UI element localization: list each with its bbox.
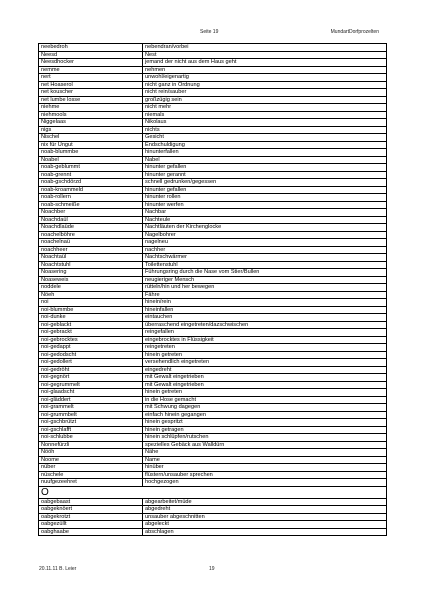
dialect-term: nert (39, 74, 143, 82)
term-meaning: hinunter gerannt (143, 171, 387, 179)
term-meaning: hinein getreten (143, 351, 387, 359)
term-meaning: Nachteule (143, 216, 387, 224)
dialect-term: net lumbe losse (39, 96, 143, 104)
table-row (39, 261, 387, 269)
table-row (39, 521, 387, 529)
dialect-term: nix für Ungut (39, 141, 143, 149)
table-row (39, 389, 387, 397)
term-meaning: nichts (143, 126, 387, 134)
document-title: MundartDorfprozelten (330, 29, 379, 35)
term-meaning: Nagelbohrer (143, 231, 387, 239)
term-meaning: neugieriger Mensch (143, 276, 387, 284)
table-row (39, 506, 387, 514)
term-meaning: Endschuldigung (143, 141, 387, 149)
term-meaning: nagelneu (143, 239, 387, 247)
table-row (39, 59, 387, 67)
table-row (39, 329, 387, 337)
term-meaning: Nachbar (143, 209, 387, 217)
table-row (39, 344, 387, 352)
dialect-term: Neesdhocker (39, 59, 143, 67)
table-row (39, 89, 387, 97)
dialect-term: noi-gläddert (39, 396, 143, 404)
table-row (39, 269, 387, 277)
dialect-term: Niggelaas (39, 119, 143, 127)
term-meaning: spezielles Gebäck aus Walldürn (143, 441, 387, 449)
term-meaning: abgedreht (143, 506, 387, 514)
dialect-term: Noachtstuhl (39, 261, 143, 269)
table-row (39, 104, 387, 112)
table-row (39, 299, 387, 307)
term-meaning: mit Gewalt eingetrieben (143, 374, 387, 382)
term-meaning: Fähre (143, 291, 387, 299)
term-meaning: Nikolaus (143, 119, 387, 127)
dialect-term: noab-rollern (39, 194, 143, 202)
table-row (39, 314, 387, 322)
table-row (39, 156, 387, 164)
term-meaning: hochgezogen (143, 479, 387, 487)
table-row (39, 164, 387, 172)
dialect-term: noi-gedröht (39, 366, 143, 374)
term-meaning: Nähe (143, 449, 387, 457)
dialect-term: oabghaabe (39, 528, 143, 536)
table-row (39, 434, 387, 442)
term-meaning: nicht mehr (143, 104, 387, 112)
term-meaning: versehendlich eingetreten (143, 359, 387, 367)
table-row (39, 456, 387, 464)
dialect-term: noi-geblackt (39, 321, 143, 329)
dialect-term: noi-gschlafft (39, 426, 143, 434)
table-row (39, 359, 387, 367)
table-row (39, 411, 387, 419)
table-row (39, 351, 387, 359)
table-row (39, 126, 387, 134)
dialect-term: neebedroh (39, 44, 143, 52)
table-row (39, 141, 387, 149)
term-meaning: abschlagen (143, 528, 387, 536)
table-row (39, 246, 387, 254)
table-row (39, 81, 387, 89)
term-meaning: flüstern/unsauber sprechen (143, 471, 387, 479)
dialect-term: Nöeh (39, 291, 143, 299)
dialect-term: Nischel (39, 134, 143, 142)
table-row (39, 528, 387, 536)
dialect-term: nüschele (39, 471, 143, 479)
table-row (39, 404, 387, 412)
term-meaning: unwohl/eigenartig (143, 74, 387, 82)
glossary-table (38, 43, 387, 536)
dialect-term: noachelnaü (39, 239, 143, 247)
term-meaning: hinunter gefallen (143, 164, 387, 172)
term-meaning: Nachtschwärmer (143, 254, 387, 262)
dialect-term: noab-schmeiße (39, 201, 143, 209)
table-row (39, 231, 387, 239)
table-row (39, 276, 387, 284)
table-row (39, 321, 387, 329)
dialect-term: noab-kroammeld (39, 186, 143, 194)
term-meaning: niemals (143, 111, 387, 119)
dialect-term: noi-gedollert (39, 359, 143, 367)
table-row (39, 96, 387, 104)
dialect-term: noi-grummbelt (39, 411, 143, 419)
term-meaning: mit Gewalt eingetrieben (143, 381, 387, 389)
table-row (39, 66, 387, 74)
table-row (39, 179, 387, 187)
dialect-term: Nööh (39, 449, 143, 457)
dialect-term: Noasering (39, 269, 143, 277)
dialect-term: noi-dunke (39, 314, 143, 322)
table-row (39, 74, 387, 82)
term-meaning: rütteln/hin und her bewegen (143, 284, 387, 292)
page-label: Seite 19 (200, 29, 219, 35)
table-row (39, 44, 387, 52)
table-row (39, 426, 387, 434)
table-row (39, 119, 387, 127)
dialect-term: noi-gebrocktes (39, 336, 143, 344)
table-row (39, 216, 387, 224)
dialect-term: noi-grammelt (39, 404, 143, 412)
table-row (39, 306, 387, 314)
dialect-term: noi-gegrummelt (39, 381, 143, 389)
dialect-term: noab-grennt (39, 171, 143, 179)
term-meaning: unsauber abgeschnitten (143, 513, 387, 521)
dialect-term: noi-gebrackt (39, 329, 143, 337)
term-meaning: überraschend eingetreten/dazschwischen (143, 321, 387, 329)
dialect-term: noachheer (39, 246, 143, 254)
term-meaning: eingedreht (143, 366, 387, 374)
term-meaning: hineinfallen (143, 306, 387, 314)
table-row (39, 149, 387, 157)
term-meaning: eingebrocktes in Flüssigkeit (143, 336, 387, 344)
footer-page-number: 19 (209, 566, 215, 572)
term-meaning: reingefallen (143, 329, 387, 337)
term-meaning: hinein schlüpfen/rutschen (143, 434, 387, 442)
dialect-term: niehmools (39, 111, 143, 119)
dialect-term: nüber (39, 464, 143, 472)
term-meaning: Toilettenstuhl (143, 261, 387, 269)
dialect-term: noi-gschbrützt (39, 419, 143, 427)
term-meaning: nicht ganz in Ordnung (143, 81, 387, 89)
term-meaning: einfach hinein gegangen (143, 411, 387, 419)
table-row (39, 374, 387, 382)
term-meaning: hinein gespritzt (143, 419, 387, 427)
term-meaning: hinunterfallen (143, 149, 387, 157)
table-row (39, 194, 387, 202)
term-meaning: reingetreten (143, 344, 387, 352)
term-meaning: Führungsring durch die Nase vom Stier/Bullen (143, 269, 387, 277)
term-meaning: nachher (143, 246, 387, 254)
table-row (39, 464, 387, 472)
table-row (39, 186, 387, 194)
dialect-term: net Hoaserol (39, 81, 143, 89)
dialect-term: Nonnefürzli (39, 441, 143, 449)
table-row (39, 441, 387, 449)
dialect-term: net kouscher (39, 89, 143, 97)
dialect-term: noab-gschdörzd (39, 179, 143, 187)
dialect-term: Noachdaül (39, 216, 143, 224)
dialect-term: nigs (39, 126, 143, 134)
term-meaning: in die Hose gemacht (143, 396, 387, 404)
table-row (39, 366, 387, 374)
term-meaning: jemand der nicht aus dem Haus geht (143, 59, 387, 67)
term-meaning: Name (143, 456, 387, 464)
dialect-term: Noabel (39, 156, 143, 164)
dialect-term: nuufgezeehret (39, 479, 143, 487)
dialect-term: oabgeknöert (39, 506, 143, 514)
dialect-term: noi-schlubbe (39, 434, 143, 442)
dialect-term: Noome (39, 456, 143, 464)
table-row (39, 224, 387, 232)
term-meaning: hinein getreten (143, 389, 387, 397)
table-row (39, 419, 387, 427)
dialect-term: Noachdlaüde (39, 224, 143, 232)
dialect-term: noi-gedappt (39, 344, 143, 352)
dialect-term: noachelböhre (39, 231, 143, 239)
dialect-term: oabgekrotzt (39, 513, 143, 521)
table-row (39, 471, 387, 479)
dialect-term: noddele (39, 284, 143, 292)
term-meaning: hinein getragen (143, 426, 387, 434)
table-row (39, 111, 387, 119)
dialect-term: Noachtaül (39, 254, 143, 262)
table-row (39, 171, 387, 179)
dialect-term: Noaseweis (39, 276, 143, 284)
term-meaning: Nest (143, 51, 387, 59)
term-meaning: schnell gedrunken/gegessen (143, 179, 387, 187)
table-row (39, 479, 387, 487)
term-meaning: mit Schwung dagegen (143, 404, 387, 412)
dialect-term: Noachber (39, 209, 143, 217)
term-meaning: abgeleckt (143, 521, 387, 529)
table-row (39, 336, 387, 344)
table-row (39, 396, 387, 404)
dialect-term: noi-glaadscht (39, 389, 143, 397)
term-meaning: Nachtläuten der Kirchenglocke (143, 224, 387, 232)
table-row (39, 201, 387, 209)
term-meaning: hinunter werfen (143, 201, 387, 209)
term-meaning: hinunter gefallen (143, 186, 387, 194)
table-row (39, 449, 387, 457)
dialect-term: noab-geblummt (39, 164, 143, 172)
glossary-body (39, 44, 387, 536)
table-row (39, 239, 387, 247)
term-meaning: hinein/rein (143, 299, 387, 307)
dialect-term: noi-gedodscht (39, 351, 143, 359)
dialect-term: noi (39, 299, 143, 307)
dialect-term: oabgezüllt (39, 521, 143, 529)
table-row (39, 498, 387, 506)
footer-date-author: 20.11.11 B. Leier (39, 566, 77, 572)
table-row (39, 284, 387, 292)
dialect-term: Neesd (39, 51, 143, 59)
table-row (39, 381, 387, 389)
term-meaning: hinüber (143, 464, 387, 472)
dialect-term: oabgebaast (39, 498, 143, 506)
term-meaning: nebendran/vorbei (143, 44, 387, 52)
table-row (39, 254, 387, 262)
dialect-term: nemme (39, 66, 143, 74)
table-row (39, 513, 387, 521)
dialect-term: noi-blummbe (39, 306, 143, 314)
term-meaning: eintauchen (143, 314, 387, 322)
term-meaning: nehmen (143, 66, 387, 74)
term-meaning: hinunter rollen (143, 194, 387, 202)
term-meaning: Gesicht (143, 134, 387, 142)
table-row (39, 291, 387, 299)
letter-heading-row (39, 486, 387, 498)
table-row (39, 134, 387, 142)
term-meaning: großzügig sein (143, 96, 387, 104)
dialect-term: niehme (39, 104, 143, 112)
table-row (39, 209, 387, 217)
letter-heading: O (39, 486, 387, 498)
dialect-term: noi-gegnört (39, 374, 143, 382)
term-meaning: abgearbeitet/müde (143, 498, 387, 506)
term-meaning: nicht rein/sauber (143, 89, 387, 97)
table-row (39, 51, 387, 59)
dialect-term: noab-blummbe (39, 149, 143, 157)
term-meaning: Nabel (143, 156, 387, 164)
